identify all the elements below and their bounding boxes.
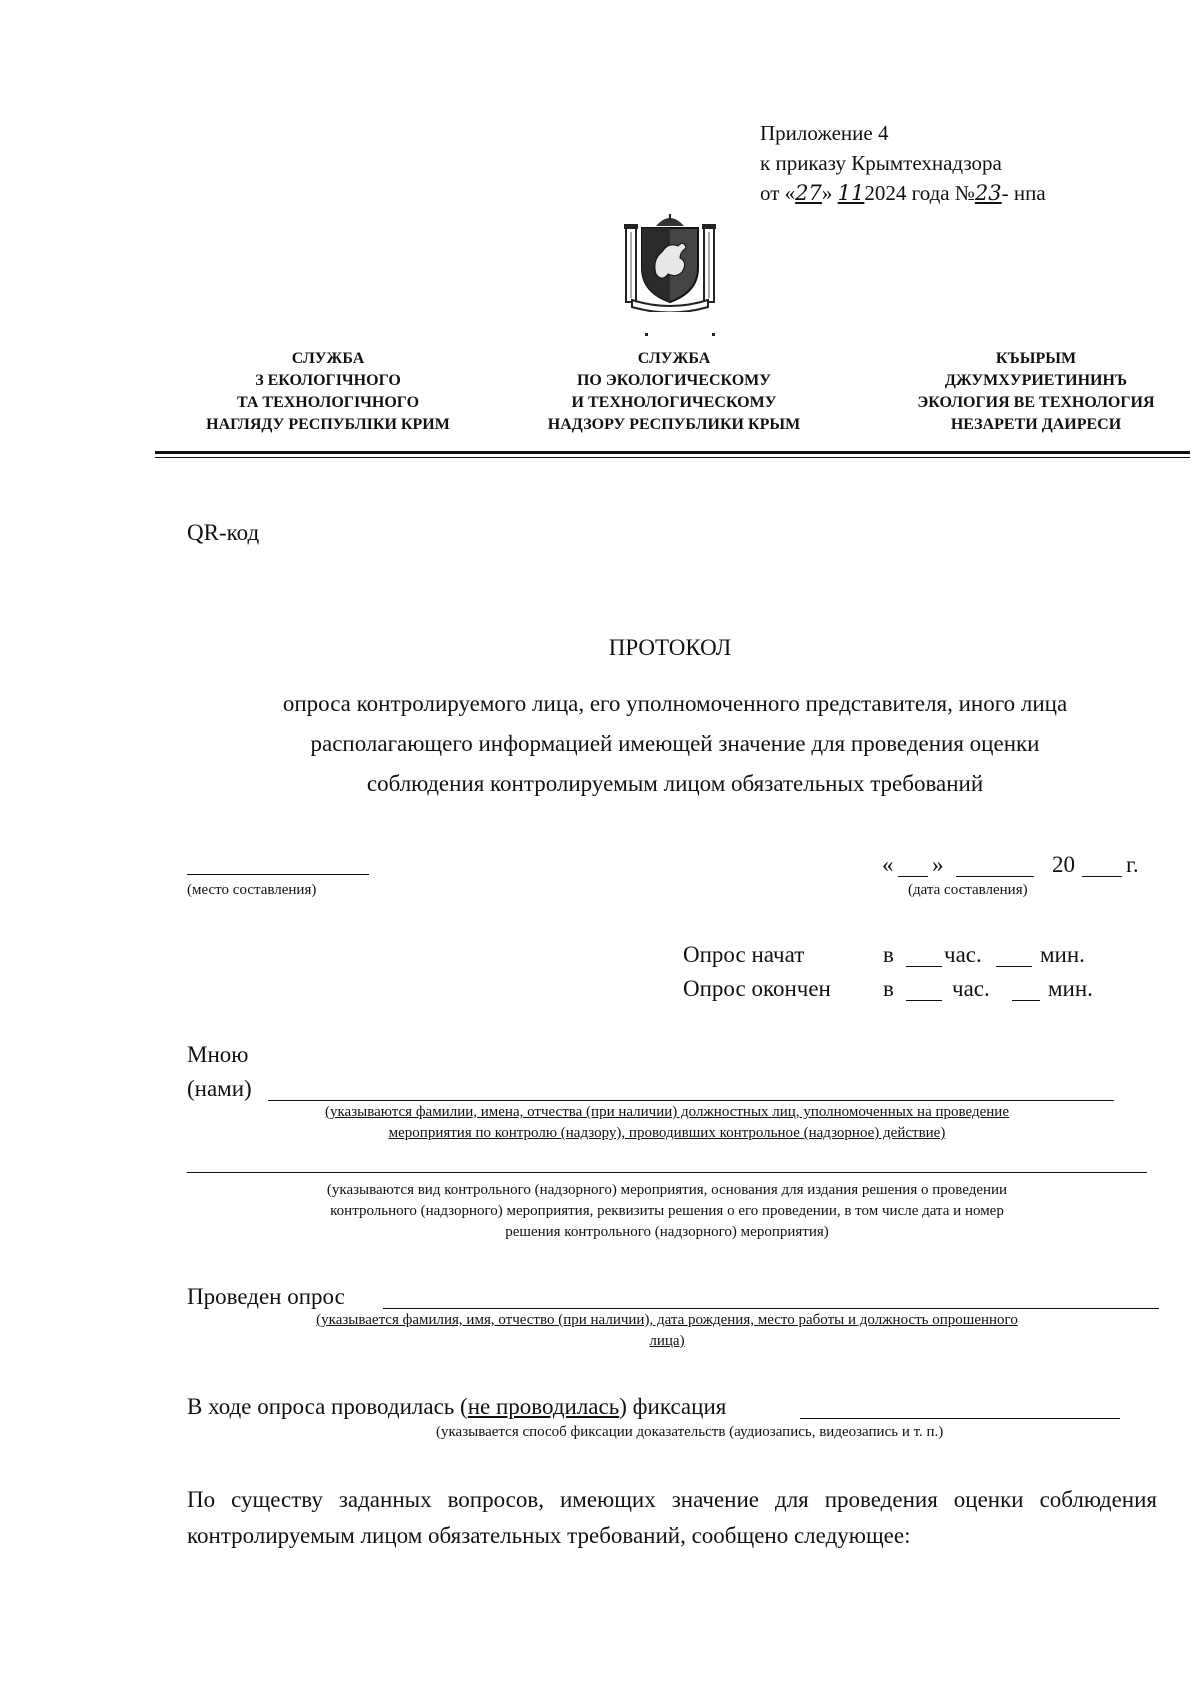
interviewee-input-line[interactable] [383,1308,1159,1309]
end-hours-line[interactable] [906,1000,942,1001]
annex-block [760,118,1046,208]
interviewee-label: Проведен опрос [187,1284,345,1309]
event-caption: (указываются вид контрольного (надзорного) мероприятия, основания для издания решения о проведении контрольного (надзорного) мероприятия, реквизиты решения о его проведении, в том числе дата и номер решения контрольного (надзорного) мероприятия) [326,1182,1008,1240]
by-label-2: (нами) [187,1076,252,1101]
officials-caption: (указываются фамилии, имена, отчества (при наличии) должностных лиц, уполномоченных на проведение мероприятия по контролю (надзору), проводивших контрольное (надзорное) действие) [325,1104,1009,1141]
document-title: ПРОТОКОЛ [608,635,732,660]
annex-number: 23 [974,181,1002,205]
interviewee-caption: (указывается фамилия, имя, отчество (при наличии), дата рождения, место работы и должность опрошенного лица) [316,1312,1018,1349]
header-rule-thin [155,457,1190,458]
decorative-dot [645,333,648,336]
place-input-line[interactable] [187,874,369,875]
qr-code-label: QR-код [187,520,260,545]
document-subtitle: опроса контролируемого лица, его уполномоченного представителя, иного лица располагающего информацией имеющей значение для проведения оценки соблюдения контролируемым лицом обязательных требований [282,691,1068,796]
event-input-line[interactable] [187,1172,1147,1173]
fixation-not-conducted: не проводилась [467,1394,620,1419]
decorative-dot [712,333,715,336]
start-hours-line[interactable] [906,966,942,967]
date-open-quote: « [882,852,894,877]
essence-paragraph: По существу заданных вопросов, имеющих значение для проведения оценки соблюдения контролируемым лицом обязательных требований, сообщено следующее: [187,1487,1157,1548]
crimea-coat-of-arms-icon [622,212,718,312]
fixation-input-line[interactable] [800,1418,1120,1419]
start-minutes-line[interactable] [996,966,1032,967]
date-day-line[interactable] [898,876,928,877]
annex-line-2: к приказу Крымтехнадзора [760,151,1002,175]
end-minutes-line[interactable] [1012,1000,1040,1001]
fixation-line: В ходе опроса проводилась (не проводилась) фиксация [187,1394,727,1419]
annex-month: 11 [837,181,865,205]
fixation-caption: (указывается способ фиксации доказательств (аудиозапись, видеозапись и т. п.) [436,1424,944,1440]
org-name-russian: СЛУЖБА ПО ЭКОЛОГИЧЕСКОМУ И ТЕХНОЛОГИЧЕСКОМУ НАДЗОРУ РЕСПУБЛИКИ КРЫМ [547,350,801,433]
date-year-suffix: г. [1126,852,1139,877]
place-caption: (место составления) [187,882,317,898]
org-name-crimean-tatar: КЪЫРЫМ ДЖУМХУРИЕТИНИНЪ ЭКОЛОГИЯ ВЕ ТЕХНОЛОГИЯ НЕЗАРЕТИ ДАИРЕСИ [917,350,1155,433]
date-month-line[interactable] [956,876,1034,877]
date-year-line[interactable] [1082,876,1122,877]
date-caption: (дата составления) [908,882,1028,898]
officials-input-line[interactable] [268,1100,1114,1101]
date-close-quote: » [932,852,944,877]
end-time-label: Опрос окончен [683,976,831,1001]
annex-line-3: от «27» 112024 года №23- нпа [760,181,1046,205]
annex-line-1: Приложение 4 [760,121,889,145]
header-rule-thick [155,451,1190,454]
annex-day: 27 [795,181,822,205]
start-time-label: Опрос начат [683,942,805,967]
date-century: 20 [1052,852,1075,877]
org-name-ukrainian: СЛУЖБА З ЕКОЛОГІЧНОГО ТА ТЕХНОЛОГІЧНОГО НАГЛЯДУ РЕСПУБЛІКИ КРИМ [206,350,450,433]
by-label-1: Мною [187,1042,249,1067]
